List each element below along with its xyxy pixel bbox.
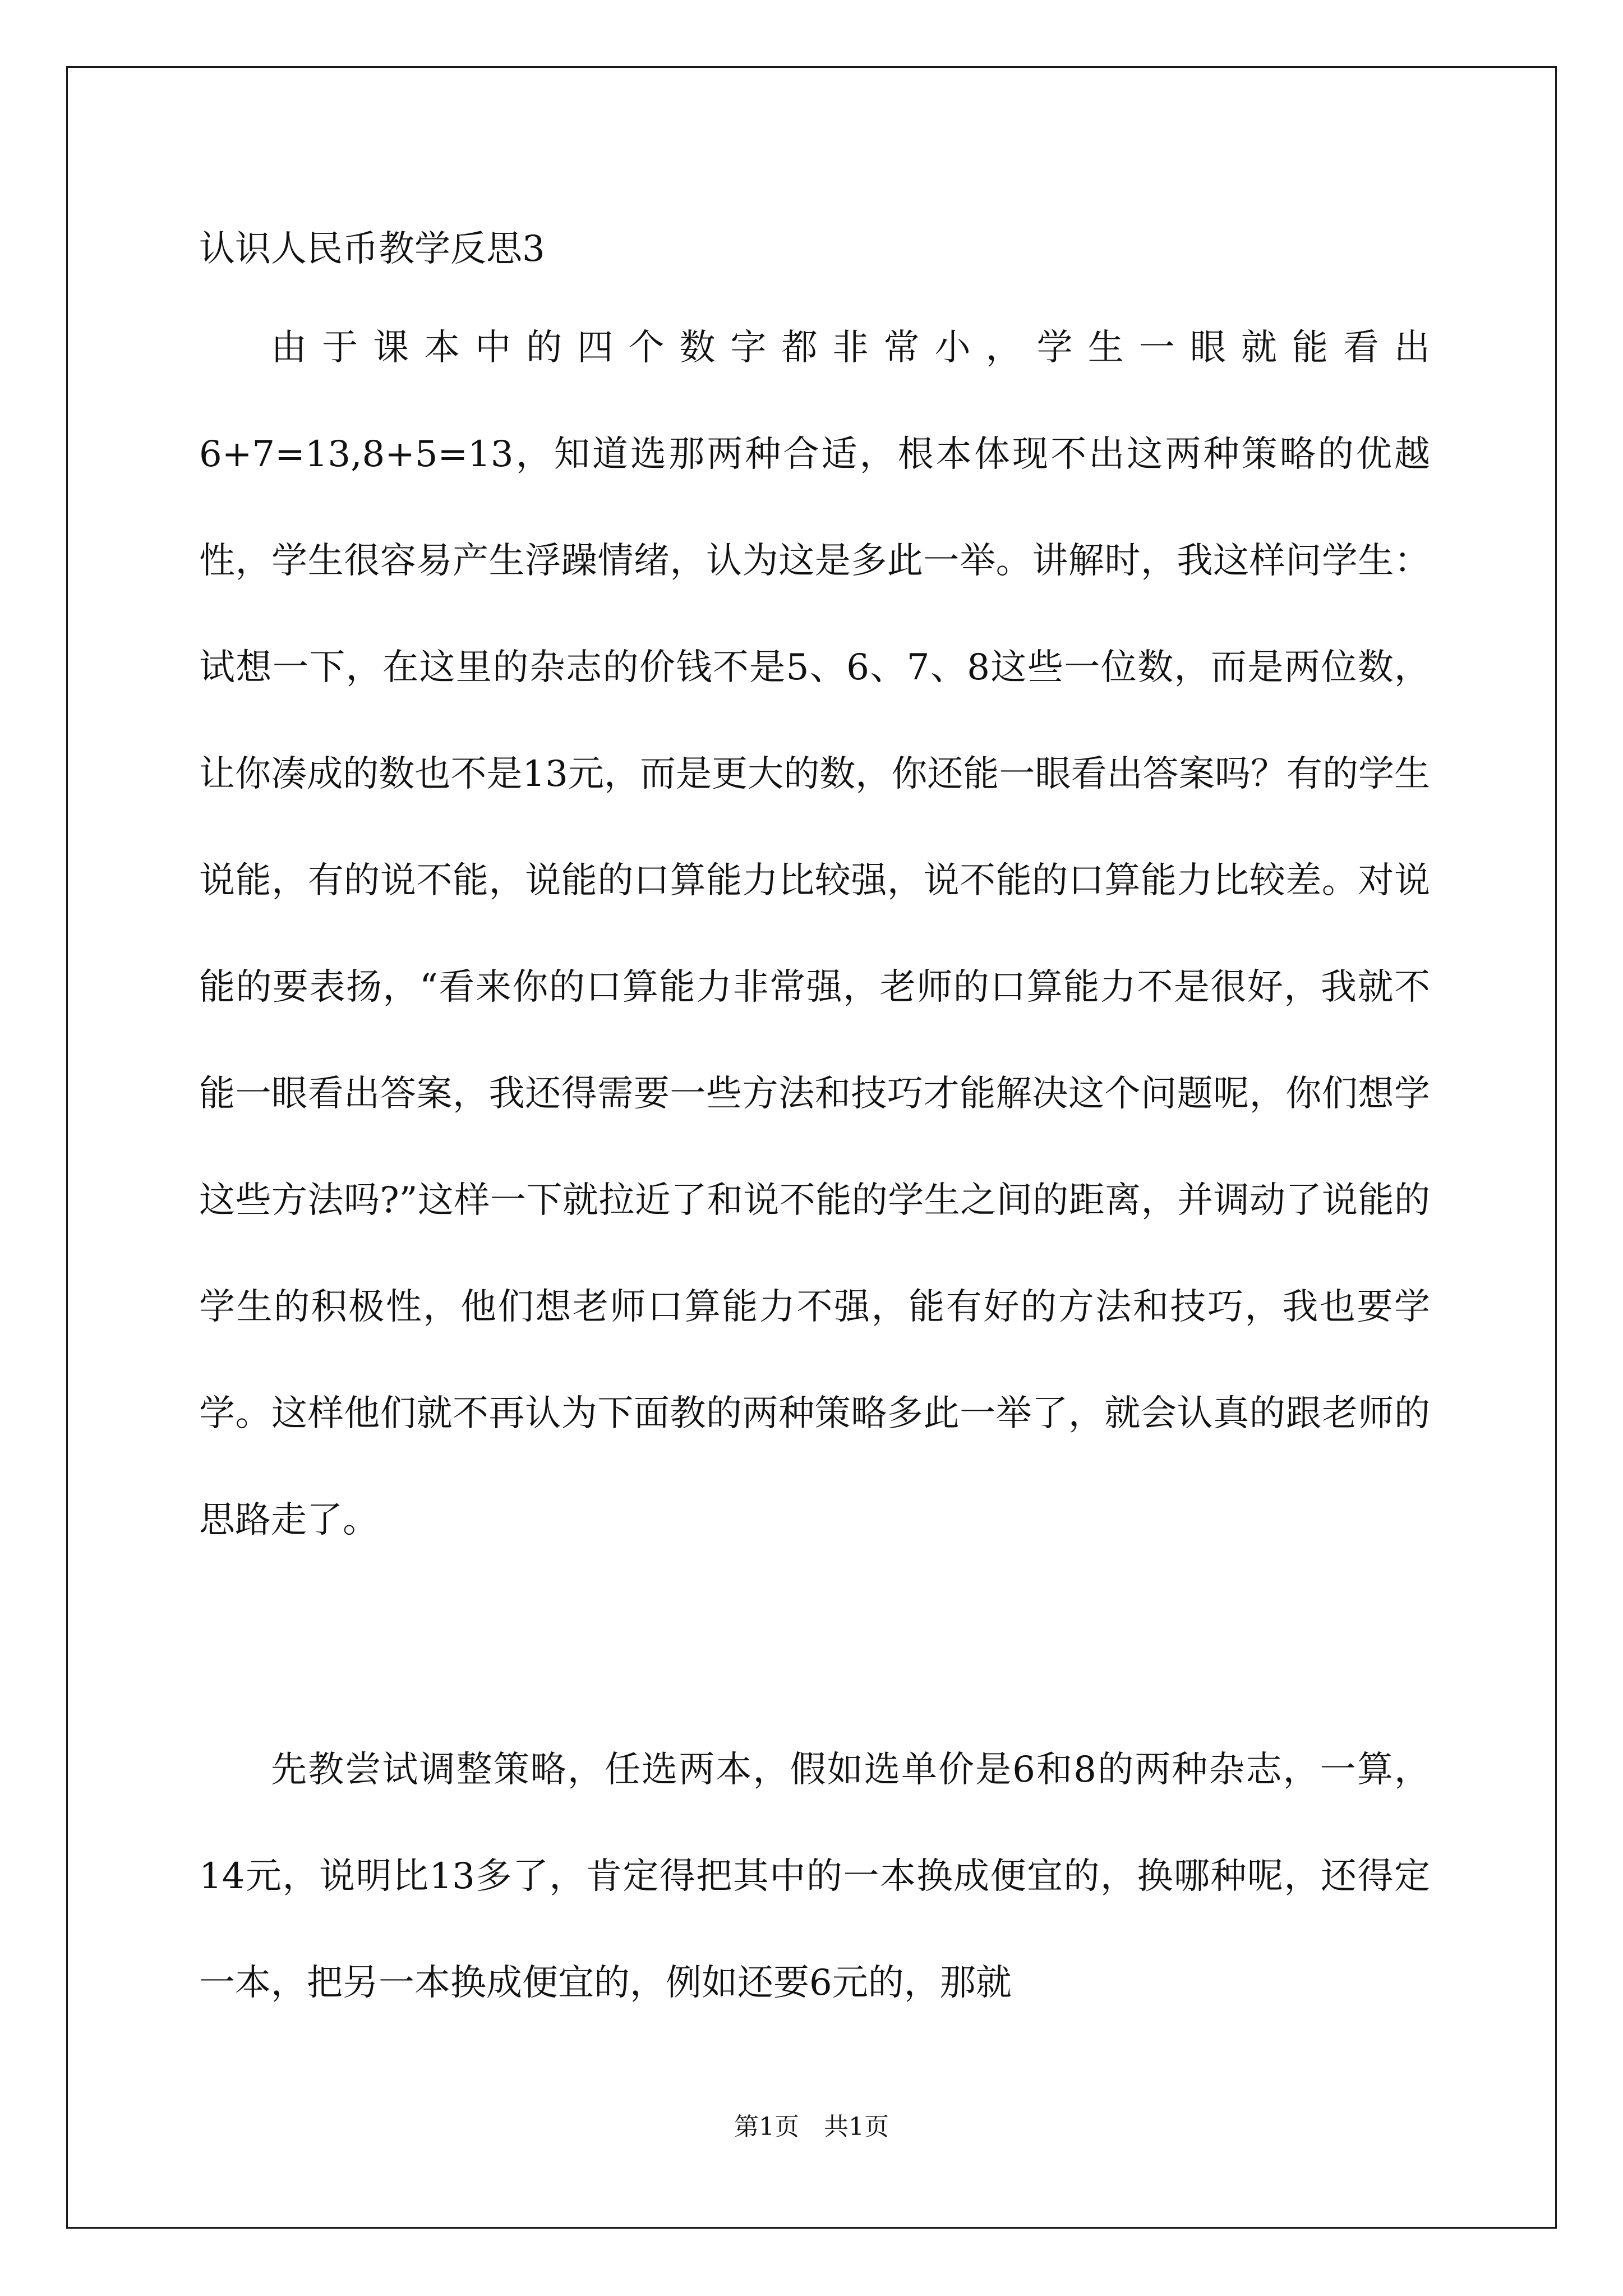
document-title: 认识人民币教学反思3 xyxy=(199,228,545,270)
page-number-footer: 第1页 共1页 xyxy=(734,2113,889,2141)
paragraph-1: 由于课本中的四个数字都非常小，学生一眼就能看出6+7=13,8+5=13，知道选那两种合适，根本体现不出这两种策略的优越性，学生很容易产生浮躁情绪，认为这是多此一举。讲解时，我这样问学生：试想一下，在这里的杂志的价钱不是5、6、7、8这些一位数，而是两位数，让你凑成的数也不是13元，而是更大的数，你还能一眼看出答案吗？有的学生说能，有的说不能，说能的口算能力比较强，说不能的口算能力比较差。对说能的要表扬，“看来你的口算能力非常强，老师的口算能力不是很好，我就不能一眼看出答案，我还得需要一些方法和技巧才能解决这个问题呢，你们想学这些方法吗?”这样一下就拉近了和说不能的学生之间的距离，并调动了说能的学生的积极性，他们想老师口算能力不强，能有好的方法和技巧，我也要学学。这样他们就不再认为下面教的两种策略多此一举了，就会认真的跟老师的思路走了。 xyxy=(199,327,1430,1541)
paragraph-2: 先教尝试调整策略，任选两本，假如选单价是6和8的两种杂志，一算，14元，说明比13多了，肯定得把其中的一本换成便宜的，换哪种呢，还得定一本，把另一本换成便宜的，例如还要6元的，那就 xyxy=(199,1749,1430,2004)
